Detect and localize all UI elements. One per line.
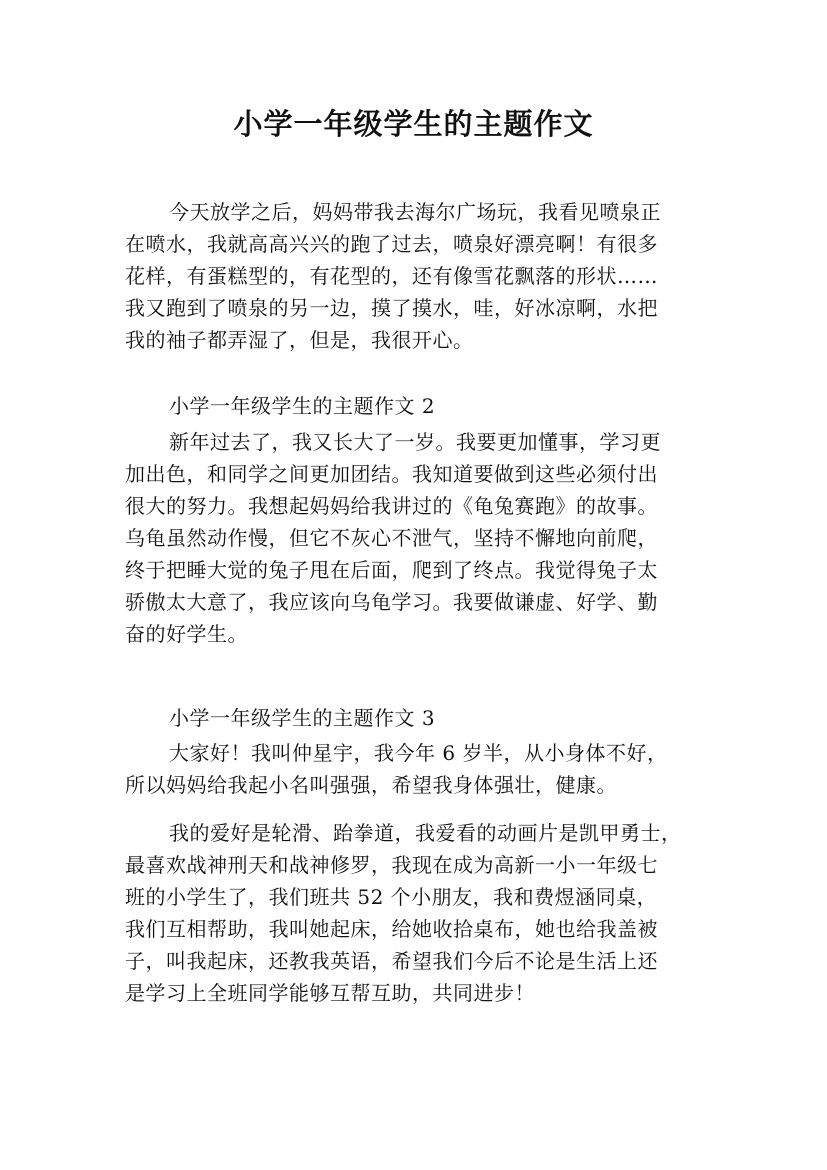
essay-line: 最喜欢战神刑天和战神修罗，我现在成为高新一小一年级七	[125, 853, 658, 877]
essay-line: 所以妈妈给我起小名叫强强，希望我身体强壮，健康。	[125, 773, 617, 797]
essay-line: 我的爱好是轮滑、跆拳道，我爱看的动画片是凯甲勇士，	[169, 821, 682, 845]
essay-line: 是学习上全班同学能够互帮互助，共同进步！	[125, 981, 535, 1005]
essay-line: 奋的好学生。	[125, 622, 248, 646]
essay-body-3	[125, 737, 717, 801]
essay-line: 终于把睡大觉的兔子甩在后面，爬到了终点。我觉得兔子太	[125, 558, 658, 582]
essay-line: 加出色，和同学之间更加团结。我知道要做到这些必须付出	[125, 462, 658, 486]
essay-line: 乌龟虽然动作慢，但它不灰心不泄气，坚持不懈地向前爬，	[125, 526, 658, 550]
essay-line: 新年过去了，我又长大了一岁。我要更加懂事，学习更	[169, 430, 661, 454]
essay-line: 今天放学之后，妈妈带我去海尔广场玩，我看见喷泉正	[169, 200, 661, 224]
essay-line: 班的小学生了，我们班共 52 个小朋友，我和费煜涵同桌，	[125, 885, 658, 909]
essay-line: 花样，有蛋糕型的，有花型的，还有像雪花飘落的形状……	[125, 264, 658, 288]
essay-line: 子，叫我起床，还教我英语，希望我们今后不论是生活上还	[125, 949, 658, 973]
section-heading: 小学一年级学生的主题作文 3	[169, 706, 436, 730]
section-heading: 小学一年级学生的主题作文 2	[169, 394, 436, 418]
essay-line: 大家好！我叫仲星宇，我今年 6 岁半，从小身体不好，	[169, 741, 668, 765]
essay-line: 骄傲太大意了，我应该向乌龟学习。我要做谦虚、好学、勤	[125, 590, 658, 614]
essay-body-4	[125, 817, 717, 1009]
essay-line: 在喷水，我就高高兴兴的跑了过去，喷泉好漂亮啊！有很多	[125, 232, 658, 256]
essay-line: 我的袖子都弄湿了，但是，我很开心。	[125, 328, 474, 352]
essay-line: 很大的努力。我想起妈妈给我讲过的《龟兔赛跑》的故事。	[125, 494, 658, 518]
essay-line: 我又跑到了喷泉的另一边，摸了摸水，哇，好冰凉啊，水把	[125, 296, 658, 320]
essay-line: 我们互相帮助，我叫她起床，给她收拾桌布，她也给我盖被	[125, 917, 658, 941]
essay-heading-2	[125, 390, 717, 422]
essay-body-1	[125, 196, 717, 356]
essay-heading-3	[125, 702, 717, 734]
essay-body-2	[125, 426, 717, 650]
document-title: 小学一年级学生的主题作文	[233, 107, 594, 141]
